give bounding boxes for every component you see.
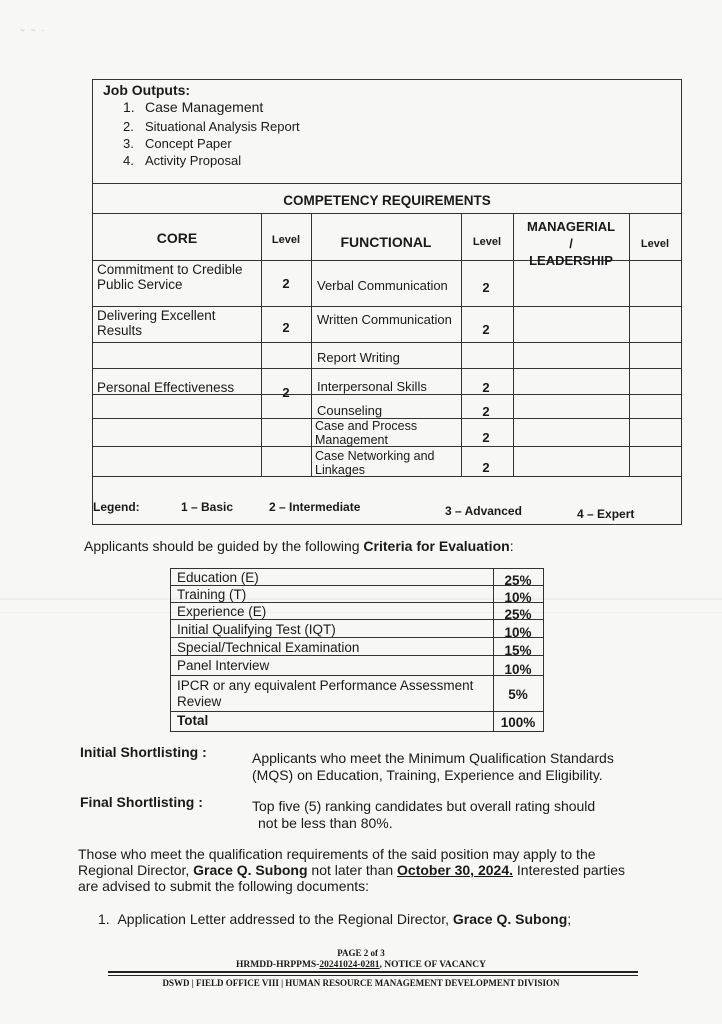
scan-artifact: ~ ~ · bbox=[20, 26, 47, 35]
final-shortlisting-label: Final Shortlisting : bbox=[80, 794, 203, 810]
job-table bbox=[92, 79, 682, 525]
grid-line bbox=[629, 214, 630, 476]
grid-line bbox=[93, 368, 681, 369]
footer-divider bbox=[108, 975, 638, 976]
header-level: Level bbox=[640, 238, 670, 250]
legend-basic: 1 – Basic bbox=[181, 500, 234, 514]
core-competency: Personal Effectiveness bbox=[97, 380, 235, 395]
legend-intermediate: 2 – Intermediate bbox=[269, 500, 361, 514]
core-level: 2 bbox=[282, 320, 290, 335]
grid-line bbox=[311, 214, 312, 476]
functional-competency: Case and Process Management bbox=[315, 419, 418, 447]
table-row: Panel Interview 10% bbox=[171, 656, 543, 676]
functional-level: 2 bbox=[482, 430, 490, 445]
grid-line bbox=[93, 306, 681, 307]
functional-level: 2 bbox=[482, 404, 490, 419]
list-item: 2. Situational Analysis Report bbox=[123, 119, 300, 134]
criteria-intro: Applicants should be guided by the following Criteria for Evaluation: bbox=[84, 538, 514, 554]
application-paragraph: Those who meet the qualification requirements of the said position may apply to the Regional Director, Grace Q. Subong not later than October 30, 2024. Interested parties are advised to submit the following documents: bbox=[78, 846, 626, 894]
footer-office: DSWD | FIELD OFFICE VIII | HUMAN RESOURCE MANAGEMENT DEVELOPMENT DIVISION bbox=[162, 978, 560, 988]
functional-level: 2 bbox=[482, 380, 490, 395]
table-row: Training (T) 10% bbox=[171, 586, 543, 603]
initial-shortlisting-label: Initial Shortlisting : bbox=[80, 744, 207, 760]
functional-competency: Case Networking and Linkages bbox=[315, 449, 435, 477]
functional-competency: Report Writing bbox=[317, 350, 400, 365]
footer-divider bbox=[108, 971, 638, 973]
document-reference: HRMDD-HRPPMS-20241024-0281, NOTICE OF VACANCY bbox=[236, 960, 486, 970]
legend-advanced: 3 – Advanced bbox=[445, 504, 522, 518]
job-outputs-title: Job Outputs: bbox=[103, 82, 191, 98]
grid-line bbox=[93, 342, 681, 343]
legend-label: Legend: bbox=[93, 500, 140, 514]
page-number: PAGE 2 of 3 bbox=[337, 948, 385, 958]
table-row: Special/Technical Examination 15% bbox=[171, 638, 543, 656]
core-competency: Commitment to Credible Public Service bbox=[97, 262, 243, 292]
table-row: IPCR or any equivalent Performance Assessment Review 5% bbox=[171, 676, 543, 712]
header-level: Level bbox=[271, 234, 301, 246]
functional-competency: Counseling bbox=[317, 403, 383, 418]
header-core: CORE bbox=[156, 230, 198, 246]
functional-competency: Verbal Communication bbox=[317, 278, 448, 293]
functional-competency: Interpersonal Skills bbox=[317, 379, 427, 394]
core-competency: Delivering Excellent Results bbox=[97, 308, 216, 338]
initial-shortlisting-text: Applicants who meet the Minimum Qualification Standards (MQS) on Education, Training, Experience and Eligibility. bbox=[252, 750, 614, 783]
table-row: Initial Qualifying Test (IQT) 10% bbox=[171, 620, 543, 638]
competency-title: COMPETENCY REQUIREMENTS bbox=[93, 184, 681, 214]
table-row: Experience (E) 25% bbox=[171, 603, 543, 620]
header-functional: FUNCTIONAL bbox=[340, 234, 432, 250]
list-item: 4. Activity Proposal bbox=[123, 153, 242, 168]
legend-expert: 4 – Expert bbox=[577, 507, 635, 521]
final-shortlisting-text: Top five (5) ranking candidates but overall rating should not be less than 80%. bbox=[252, 798, 596, 831]
functional-level: 2 bbox=[482, 322, 490, 337]
list-item: 1. Case Management bbox=[123, 99, 264, 115]
list-item: 3. Concept Paper bbox=[123, 136, 232, 151]
header-level: Level bbox=[472, 236, 502, 248]
list-item: 1. Application Letter addressed to the Regional Director, Grace Q. Subong; bbox=[98, 911, 572, 927]
table-row: Total 100% bbox=[177, 713, 536, 730]
competency-grid bbox=[93, 214, 681, 526]
functional-level: 2 bbox=[482, 460, 490, 475]
core-level: 2 bbox=[282, 276, 290, 291]
header-managerial: MANAGERIAL / LEADERSHIP bbox=[526, 219, 616, 268]
functional-competency: Written Communication bbox=[317, 312, 452, 327]
core-level: 2 bbox=[282, 385, 290, 400]
functional-level: 2 bbox=[482, 280, 490, 295]
criteria-table bbox=[170, 568, 544, 732]
table-row: Education (E) 25% bbox=[171, 569, 543, 586]
job-outputs-section bbox=[93, 80, 681, 184]
grid-line bbox=[261, 214, 262, 476]
